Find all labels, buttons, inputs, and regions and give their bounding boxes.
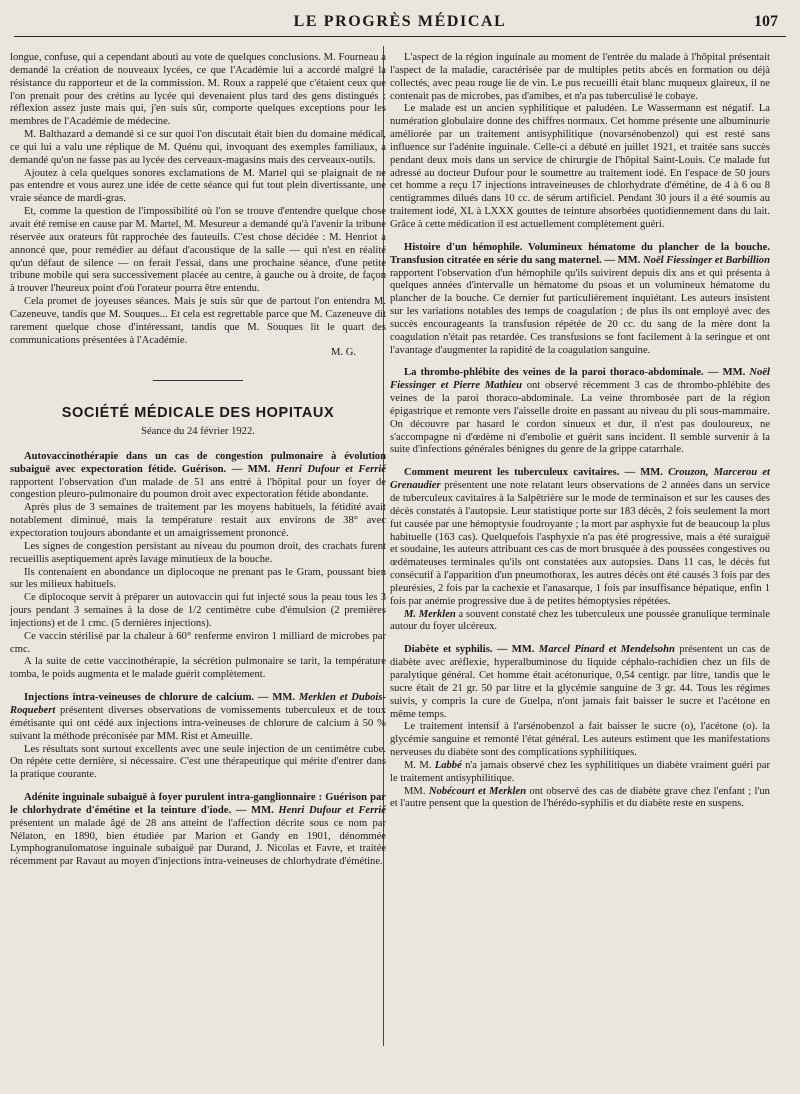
communication-text: a souvent constaté chez les tuberculeux une poussée granulique terminale autour du foyer ulcéreux. xyxy=(390,608,771,633)
communication-text: ont observé récemment 3 cas de thrombo-phlébite des veines de la paroi thoraco-abdominale. La veine thrombosée part de la région épigastrique et remonte vers l'aisselle droite en passant au niveau du pli sous-mammaire. On découvre par hasard le cordon sinueux et dur, il n'est pas douloureux, ne s'accompagne ni d'œdème ni d'embolie et guérit sans incident. Il semble survenir à la suite d'infections générales bénignes du genre de la grippe catarrhale. xyxy=(390,380,770,456)
right-column xyxy=(390,52,770,811)
communication-text: présentent une note relatant leurs observations de 2 années dans un service de tuberculeux cavitaires à la Salpêtrière sur le mode de terminaison et sur les causes des décès constatés à l'autopsie. Leur statistique porte sur 183 décès, 2 fois seulement la mort fut causée par une hémoptysie foudroyante ; la mort par asphyxie fut de beaucoup la plus habituelle (163 cas). Quelquefois l'asphyxie n'a pas été progressive, mais a été suraiguë et soudaine, les auteurs attribuant ces cas de mort brusquée à des poussées congestives ou œdémateuses terminales qu'ils ont constatées aux autopsies. Dans 11 cas, le décès fut consécutif à l'apparition d'un pneumothorax, les autres décès ont été causés 3 fois par des pleurésies, 2 fois par la cachexie et l'anasarque, 1 fois par insuffisance hépatique, enfin 1 fois par anémie progressive due à de petites hémoptysies répétées. xyxy=(390,480,770,607)
paragraph: Ce vaccin stérilisé par la chaleur à 60° renferme environ 1 milliard de microbes par cmc. xyxy=(10,630,386,655)
signature: M. G. xyxy=(330,347,356,359)
communication-paragraph xyxy=(10,451,386,502)
communication-text: rapportent l'observation d'un malade de 51 ans entré à l'hôpital pour un foyer de congestion pleuro-pulmonaire du poumon droit avec expectoration fétide abondante. xyxy=(10,476,386,501)
page-header xyxy=(14,6,786,37)
paragraph: A la suite de cette vaccinothérapie, la sécrétion pulmonaire se tarit, la température tomba, le poids augmenta et le malade guérit complètement. xyxy=(10,656,386,681)
paragraph: Après plus de 3 semaines de traitement par les moyens habituels, la fétidité avait notablement diminué, mais la température restait aux environs de 38° avec expectoration toujours abondante et un amaigrissement prononcé. xyxy=(10,502,386,539)
communication-lead: Histoire d'un hémophile. Volumineux hématome du plancher de la bouche. Transfusion citratée en série du sang maternel. — MM. xyxy=(390,241,770,266)
communication-lead: Injections intra-veineuses de chlorure de calcium. — MM. xyxy=(24,692,299,704)
session-date: Séance du 24 février 1922. xyxy=(141,426,255,438)
communication-lead: Comment meurent les tuberculeux cavitaires. — MM. xyxy=(404,467,669,479)
author-names: Labbé xyxy=(434,759,462,771)
communication-text: n'a jamais observé chez les syphilitiques un diabète vraiment guéri par le traitement antisyphilitique. xyxy=(390,759,770,784)
communication-paragraph xyxy=(390,367,770,457)
communication-text: présentent un cas de diabète avec aréflexie, hyperalbuminose du liquide céphalo-rachidien chez un fils de paralytique général. Cet homme était acétonurique, 0,54 centigr. par litre, tandis que le sucre était de 21 gr. 50 par litre et la glycémie sanguine de 3 gr. 44. Tous les régimes suivis, y compris la cure de Guelpa, n'ont jamais fait baisser le sucre et l'acétone en même temps. xyxy=(390,644,771,720)
spacer xyxy=(10,782,386,792)
author-names: Marcel Pinard et Mendelsohn xyxy=(538,644,675,656)
communication-paragraph xyxy=(390,760,770,786)
communication-paragraph xyxy=(390,242,770,358)
communication-text: ont observé des cas de diabète grave chez l'enfant ; l'un et l'autre pensent que la question de l'hérédo-syphilis et du diabète reste en suspens. xyxy=(390,785,770,810)
left-column xyxy=(10,52,386,869)
paragraph: Et, comme la question de l'impossibilité où l'on se trouve d'entendre quelque chose avait été remise en cause par M. Martel, M. Mesureur a demandé qu'à l'avenir la tribune réservée aux orateurs fût rapprochée des fauteuils. C'est chose décidée : M. Henriot a annoncé que, pour remédier au défaut d'acoustique de la salle — qui n'est en réalité qu'un défaut de silence — on ferait l'essai, dans une prochaine séance, d'une petite tribune mobile qui sera successivement placée au centre, à gauche ou à droite, de façon à trouver l'heureux point d'où l'orateur pourra être entendu. xyxy=(10,206,386,295)
communication-paragraph xyxy=(10,692,386,743)
paragraph: Le malade est un ancien syphilitique et paludéen. Le Wassermann est négatif. La numération globulaire donne des chiffres normaux. Cet homme présente une albuminurie améliorée par un traitement antisyphilitique (novarsénobenzol) qui est resté sans influence sur l'adénite inguinale. Celle-ci a débuté en juillet 1921, et traitée sans succès pendant deux mois dans un service de chirurgie de l'hôpital Saint-Louis. Ce malade fut adressé au docteur Dufour pour le soumettre au traitement iodé. En l'espace de 50 jours cet homme a reçu 17 injections intraveineuses de chlorhydrate d'émétine, de 4 à 6 ou 8 centigrammes dilués dans 10 cc. de sérum artificiel. Pendant 30 jours il a été soumis au traitement iodé, XL à LXXX gouttes de teinture absorbées quotidiennement dans du lait. Grâce à cette médication il est actuellement complètement guéri. xyxy=(390,103,770,230)
spacer xyxy=(390,457,770,467)
communication-lead: Diabète et syphilis. — MM. xyxy=(404,644,539,656)
communication-text: rapportent l'observation d'un hémophile qu'ils suivirent depuis dix ans et qui présenta à quelques années d'intervalle un hématome du psoas et un volumineux hématome du plancher de la bouche. Ce dernier fut particulièrement inquiétant. Les auteurs insistent sur les variations notables des temps de coagulation ; de plus ils ont employé avec des succès encourageants la transfusion répétée de 20 cc. du sang de la mère dont la coagulation n'était pas retardée. Ces transfusions se font facilement à la seringue et ont l'avantage d'augmenter la rapidité de la coagulation sanguine. xyxy=(390,267,770,356)
paragraph: Cela promet de joyeuses séances. Mais je suis sûr que de partout l'on entendra M. Cazeneuve, tandis que M. Souques... Et cela est regrettable parce que M. Cazeneuve dit rarement quelque chose d'intéressant, tandis que M. Souques lit le quart des communications présentées à l'Académie. xyxy=(10,296,386,346)
communication-text: présentent un malade âgé de 28 ans atteint de l'affection décrite sous ce nom par Nélaton, en 1890, bien étudiée par Marion et Gandy en 1901, dénommée Lymphogranulomatose inguinale subaiguë par Durand, J. Nicolas et Favre, et traitée récemment par Ravaut au moyen d'injections intra-veineuses de chlorhydrate d'émétine. xyxy=(10,817,386,868)
communication-paragraph xyxy=(390,644,770,721)
author-names: Noël Fiessinger et Barbillion xyxy=(643,254,770,266)
author-names: Merklen et Dubois-Roquebert xyxy=(10,692,387,716)
communication-lead: Autovaccinothérapie dans un cas de congestion pulmonaire à évolution subaiguë avec expectoration fétide. Guérison. — MM. xyxy=(10,450,386,475)
author-names: Crouzon, Marcerou et Grenaudier xyxy=(390,467,770,492)
paragraph: longue, confuse, qui a cependant abouti au vote de quelques conclusions. M. Fourneau a demandé la création de nouveaux lycées, ce que l'Académie lui a accordé malgré la résistance du rapporteur et de la commission. M. Roux a rappelé que c'étaient ceux que l'on prenait pour des crétins au lycée qui devenaient plus tard des gens distingués : réflexion assez juste mais qui, j'en suis sûr, comporte quelques exceptions pour les membres de l'Académie de médecine. xyxy=(10,52,386,128)
paragraph: Ils contenaient en abondance un diplocoque ne prenant pas le Gram, poussant bien sur les milieux habituels. xyxy=(10,566,386,591)
paragraph: Le traitement intensif à l'arsénobenzol a fait baisser le sucre (o), l'acétone (o). la glycémie sanguine et remonté l'état général. Les auteurs estiment que les manifestations nerveuses du diabète sont des complications syphilitiques. xyxy=(390,721,770,759)
paragraph: Ce diplocoque servit à préparer un autovaccin qui fut injecté sous la peau tous les 3 jours pendant 3 semaines à la dose de 1/2 centimètre cube d'émulsion (2 premières injections) et de 1 cmc. (5 dernières injections). xyxy=(10,592,386,629)
paragraph: Les résultats sont surtout excellents avec une seule injection de un centimètre cube. On répète cette dernière, si nécessaire. C'est une thérapeutique qui mérite d'entrer dans la pratique courante. xyxy=(10,743,386,781)
spacer xyxy=(390,634,770,644)
paragraph: M. Balthazard a demandé si ce sur quoi l'on discutait était bien du domaine médical, ce qui lui a valu une réplique de M. Quénu qui, invoquant des exemples familiaux, a demandé qu'on ne fasse pas au lycée des cerveaux-magasins mais des cerveaux-outils. xyxy=(10,129,386,166)
prefix: MM. xyxy=(404,785,429,797)
spacer xyxy=(390,357,770,367)
author-names: Henri Dufour et Ferrié xyxy=(275,463,386,475)
paragraph: Ajoutez à cela quelques sonores exclamations de M. Martel qui se plaignait de ne pas entendre et vous aurez une idée de cette séance qui fut tout plein divertissante, une vraie séance de mardi-gras. xyxy=(10,167,386,205)
author-names: M. Merklen xyxy=(404,608,456,620)
spacer xyxy=(390,232,770,242)
section-title: SOCIÉTÉ MÉDICALE DES HOPITAUX xyxy=(61,405,335,422)
communication-paragraph xyxy=(10,792,386,869)
paragraph: Les signes de congestion persistant au niveau du poumon droit, des crachats furent recueillis aseptiquement après lavage minutieux de la bouche. xyxy=(10,540,386,565)
paragraph: L'aspect de la région inguinale au moment de l'entrée du malade à l'hôpital présentait l'aspect de la maladie, caractérisée par de multiples petits abcès en formation ou déjà collectés, avec peau rouge lie de vin. Le pus recueilli était blanc muqueux glaireux, il ne contenait pas de microbes, pas d'amibes, et n'a pas tuberculisé le cobaye. xyxy=(390,52,770,102)
separator-rule xyxy=(153,380,243,381)
communication-paragraph xyxy=(390,609,770,635)
communication-paragraph xyxy=(390,786,770,812)
communication-lead: La thrombo-phlébite des veines de la paroi thoraco-abdominale. — MM. xyxy=(404,367,750,379)
author-names: Noël Fiessinger et Pierre Mathieu xyxy=(390,367,770,392)
author-names: Henri Dufour et Ferrié xyxy=(278,804,386,816)
prefix: M. M. xyxy=(404,759,435,771)
running-title: LE PROGRÈS MÉDICAL xyxy=(293,13,507,30)
communication-paragraph xyxy=(390,467,770,608)
spacer xyxy=(10,682,386,692)
author-names: Nobécourt et Merklen xyxy=(428,785,527,797)
page-number: 107 xyxy=(754,13,778,30)
communication-text: présentent diverses observations de vomissements tuberculeux et de toux émétisante qui ont cédé aux injections intra-veineuses de chlorure de calcium à 50 % suivant la méthode préconisée par MM. Rist et Ameuille. xyxy=(10,704,386,742)
communication-lead: Adénite inguinale subaiguë à foyer purulent intra-ganglionnaire : Guérison par le chlorhydrate d'émétine et la teinture d'iode. — MM. xyxy=(10,792,386,816)
